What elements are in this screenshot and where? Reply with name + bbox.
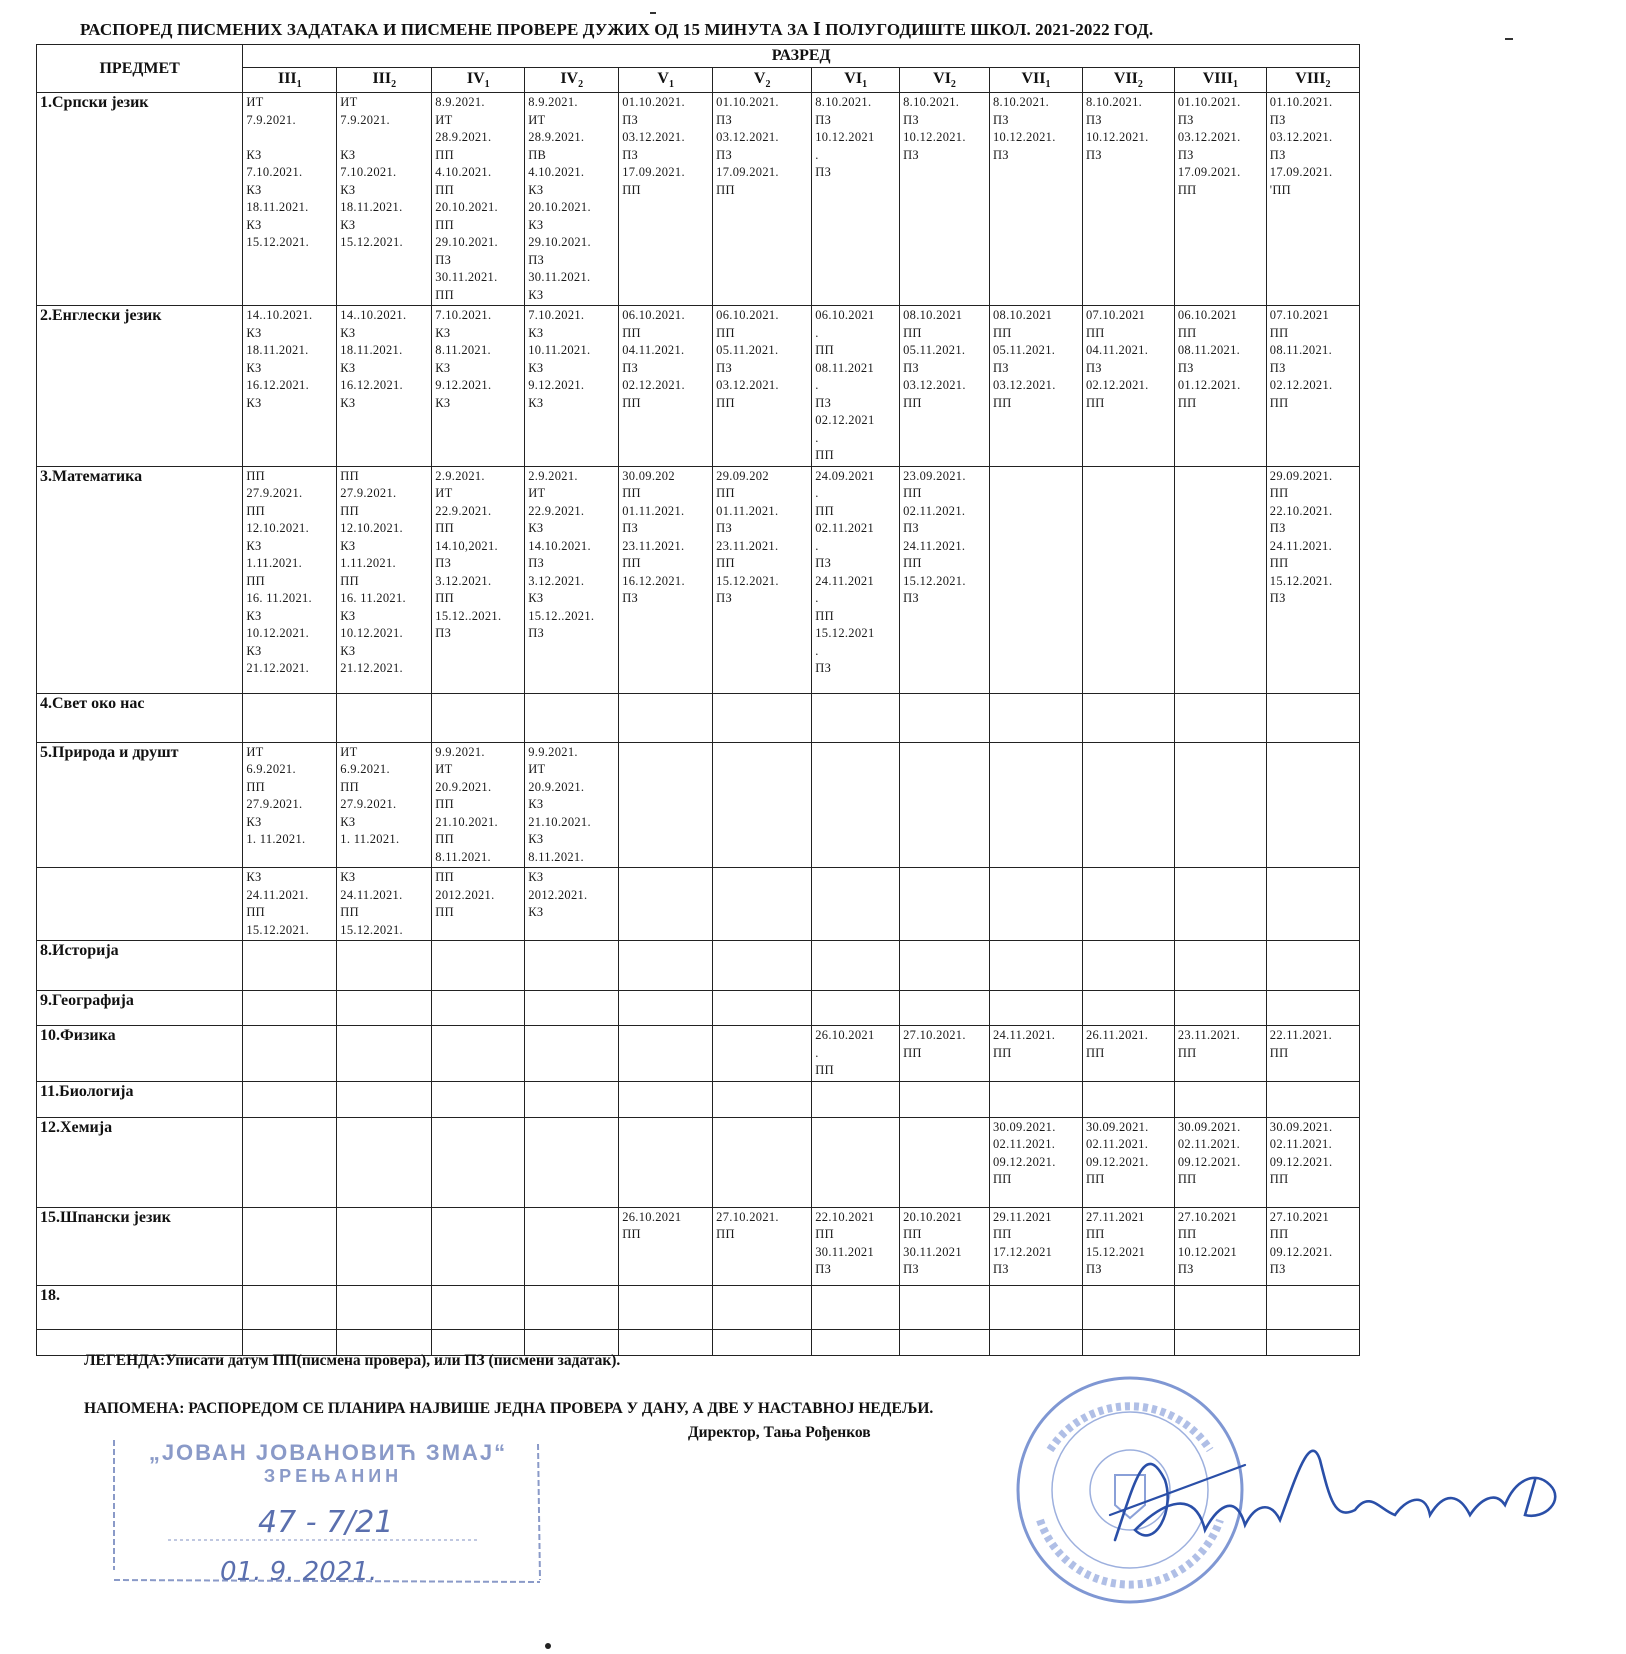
schedule-cell: [432, 1285, 525, 1329]
schedule-cell: [900, 1329, 990, 1355]
table-row: [37, 1081, 1360, 1117]
schedule-cell: 8.10.2021. ПЗ 10.12.2021. ПЗ: [989, 93, 1082, 306]
schedule-cell: 30.09.2021. 02.11.2021. 09.12.2021. ПП: [1266, 1117, 1359, 1207]
schedule-cell: [1082, 991, 1174, 1026]
schedule-cell: 23.11.2021. ПП: [1174, 1026, 1266, 1082]
schedule-cell: [713, 1081, 812, 1117]
stamp-city: ЗРЕЊАНИН: [263, 1466, 403, 1486]
schedule-cell: [1082, 1329, 1174, 1355]
grade-section: 2: [578, 79, 584, 91]
grade-section: 1: [862, 79, 868, 91]
schedule-cell: 14..10.2021. КЗ 18.11.2021. КЗ 16.12.2021. КЗ: [337, 306, 432, 467]
schedule-cell: [713, 1117, 812, 1207]
schedule-cell: [1174, 1329, 1266, 1355]
schedule-cell: [243, 1285, 337, 1329]
subject-name: 18.: [37, 1285, 243, 1329]
schedule-cell: 01.10.2021. ПЗ 03.12.2021. ПЗ 17.09.2021. ПП: [713, 93, 812, 306]
schedule-cell: 8.10.2021. ПЗ 10.12.2021 . ПЗ: [812, 93, 900, 306]
schedule-cell: 7.10.2021. КЗ 10.11.2021. КЗ 9.12.2021. КЗ: [525, 306, 619, 467]
schedule-cell: [812, 1285, 900, 1329]
schedule-cell: [900, 1117, 990, 1207]
schedule-cell: [1266, 868, 1359, 941]
schedule-cell: [1266, 1285, 1359, 1329]
grade-label: VII: [1021, 69, 1046, 87]
grade-label: VIII: [1202, 69, 1233, 87]
schedule-cell: [812, 868, 900, 941]
schedule-cell: [525, 1026, 619, 1082]
subject-name: 11.Биологија: [37, 1081, 243, 1117]
schedule-cell: [900, 1285, 990, 1329]
schedule-cell: [619, 742, 713, 868]
schedule-cell: [900, 941, 990, 991]
registry-stamp: [108, 1430, 548, 1590]
schedule-cell: 08.10.2021 ПП 05.11.2021. ПЗ 03.12.2021. ПП: [900, 306, 990, 467]
schedule-cell: [989, 1285, 1082, 1329]
title-text-school-year: ПОЛУГОДИШТЕ ШКОЛ. 2021-2022 ГОД.: [825, 20, 1154, 39]
schedule-cell: [525, 1207, 619, 1285]
schedule-cell: [337, 1285, 432, 1329]
schedule-cell: 9.9.2021. ИТ 20.9.2021. КЗ 21.10.2021. КЗ 8.11.2021.: [525, 742, 619, 868]
schedule-cell: [619, 1117, 713, 1207]
schedule-cell: [1174, 466, 1266, 693]
schedule-cell: ПП 2012.2021. ПП: [432, 868, 525, 941]
schedule-cell: 7.10.2021. КЗ 8.11.2021. КЗ 9.12.2021. КЗ: [432, 306, 525, 467]
schedule-cell: [337, 1026, 432, 1082]
schedule-cell: 26.10.2021 ПП: [619, 1207, 713, 1285]
subject-name: 5.Природа и друшт: [37, 742, 243, 868]
schedule-cell: [900, 868, 990, 941]
schedule-cell: [989, 991, 1082, 1026]
grade-section: 2: [1325, 79, 1331, 91]
schedule-cell: 26.10.2021 . ПП: [812, 1026, 900, 1082]
schedule-cell: [989, 1081, 1082, 1117]
grade-group-header: РАЗРЕД: [243, 45, 1360, 68]
document-title: [80, 18, 1380, 41]
schedule-cell: [1082, 693, 1174, 742]
grade-header: [432, 68, 525, 93]
director-name: Директор, Тања Рођенков: [688, 1424, 871, 1441]
schedule-cell: [432, 1081, 525, 1117]
subject-name: 4.Свет око нас: [37, 693, 243, 742]
schedule-cell: [713, 1026, 812, 1082]
note: НАПОМЕНА: РАСПОРЕДОМ СЕ ПЛАНИРА НАЈВИШЕ ЈЕДНА ПРОВЕРА У ДАНУ, А ДВЕ У НАСТАВНОЈ НЕДЕЉИ.: [84, 1400, 934, 1417]
schedule-cell: [432, 1207, 525, 1285]
schedule-cell: [432, 1026, 525, 1082]
schedule-cell: [989, 941, 1082, 991]
schedule-cell: 27.10.2021 ПП 10.12.2021 ПЗ: [1174, 1207, 1266, 1285]
schedule-cell: КЗ 24.11.2021. ПП 15.12.2021.: [243, 868, 337, 941]
table-row: [37, 93, 1360, 306]
grade-label: III: [277, 69, 297, 87]
grade-header: [989, 68, 1082, 93]
scan-mark: [545, 1643, 551, 1649]
stamp-date: 01. 9. 2021.: [220, 1557, 378, 1587]
subject-name: 12.Хемија: [37, 1117, 243, 1207]
schedule-cell: [1082, 1285, 1174, 1329]
schedule-cell: [432, 991, 525, 1026]
schedule-cell: [337, 941, 432, 991]
schedule-cell: 24.09.2021 . ПП 02.11.2021 . ПЗ 24.11.2021 . ПП 15.12.2021 . ПЗ: [812, 466, 900, 693]
schedule-cell: [432, 693, 525, 742]
schedule-cell: 06.10.2021. ПП 04.11.2021. ПЗ 02.12.2021. ПП: [619, 306, 713, 467]
schedule-cell: [812, 693, 900, 742]
schedule-cell: [812, 1117, 900, 1207]
schedule-cell: [713, 1285, 812, 1329]
schedule-cell: [1082, 868, 1174, 941]
schedule-cell: [337, 1081, 432, 1117]
title-semester-roman: I: [812, 18, 821, 40]
table-row: [37, 1285, 1360, 1329]
schedule-cell: [812, 941, 900, 991]
schedule-cell: ИТ 7.9.2021. КЗ 7.10.2021. КЗ 18.11.2021. КЗ 15.12.2021.: [243, 93, 337, 306]
schedule-cell: [525, 991, 619, 1026]
grade-label: VII: [1113, 69, 1138, 87]
schedule-cell: [619, 1026, 713, 1082]
schedule-cell: 9.9.2021. ИТ 20.9.2021. ПП 21.10.2021. ПП 8.11.2021.: [432, 742, 525, 868]
schedule-cell: 27.11.2021 ПП 15.12.2021 ПЗ: [1082, 1207, 1174, 1285]
director-signature: [1095, 1420, 1575, 1570]
schedule-cell: 26.11.2021. ПП: [1082, 1026, 1174, 1082]
schedule-cell: [1174, 1081, 1266, 1117]
schedule-cell: [900, 1081, 990, 1117]
schedule-cell: [1266, 742, 1359, 868]
grade-section: 1: [668, 79, 674, 91]
schedule-cell: [1174, 1285, 1266, 1329]
schedule-cell: [432, 1117, 525, 1207]
schedule-cell: [900, 991, 990, 1026]
schedule-cell: [1266, 941, 1359, 991]
schedule-cell: [619, 1329, 713, 1355]
grade-section: 2: [765, 79, 771, 91]
schedule-cell: 06.10.2021. ПП 05.11.2021. ПЗ 03.12.2021. ПП: [713, 306, 812, 467]
grade-header: [337, 68, 432, 93]
schedule-cell: [713, 742, 812, 868]
table-row: [37, 941, 1360, 991]
schedule-cell: [619, 1081, 713, 1117]
schedule-body: [37, 93, 1360, 1356]
grade-header: [619, 68, 713, 93]
schedule-cell: 30.09.2021. 02.11.2021. 09.12.2021. ПП: [989, 1117, 1082, 1207]
subject-header: ПРЕДМЕТ: [37, 45, 243, 93]
schedule-cell: [1174, 868, 1266, 941]
subject-name: 1.Српски језик: [37, 93, 243, 306]
subject-name: 2.Енглески језик: [37, 306, 243, 467]
schedule-cell: [337, 1117, 432, 1207]
schedule-cell: [243, 1117, 337, 1207]
grade-section: 2: [391, 79, 397, 91]
schedule-cell: 14..10.2021. КЗ 18.11.2021. КЗ 16.12.2021. КЗ: [243, 306, 337, 467]
schedule-cell: 2.9.2021. ИТ 22.9.2021. ПП 14.10,2021. ПЗ 3.12.2021. ПП 15.12..2021. ПЗ: [432, 466, 525, 693]
grade-section: 1: [484, 79, 490, 91]
grade-section: 2: [1137, 79, 1143, 91]
schedule-cell: [243, 991, 337, 1026]
schedule-cell: 06.10.2021 . ПП 08.11.2021 . ПЗ 02.12.2021 . ПП: [812, 306, 900, 467]
table-row: [37, 466, 1360, 693]
schedule-cell: 08.10.2021 ПП 05.11.2021. ПЗ 03.12.2021. ПП: [989, 306, 1082, 467]
schedule-cell: 23.09.2021. ПП 02.11.2021. ПЗ 24.11.2021. ПП 15.12.2021. ПЗ: [900, 466, 990, 693]
schedule-cell: 22.10.2021 ПП 30.11.2021 ПЗ: [812, 1207, 900, 1285]
schedule-cell: [1266, 1081, 1359, 1117]
schedule-cell: 29.11.2021 ПП 17.12.2021 ПЗ: [989, 1207, 1082, 1285]
schedule-cell: [619, 1285, 713, 1329]
table-row: [37, 991, 1360, 1026]
table-row: [37, 306, 1360, 467]
grade-section: 2: [950, 79, 956, 91]
schedule-cell: 29.09.202 ПП 01.11.2021. ПЗ 23.11.2021. ПП 15.12.2021. ПЗ: [713, 466, 812, 693]
scan-mark: [1505, 38, 1513, 40]
schedule-cell: [989, 1329, 1082, 1355]
grade-label: IV: [560, 69, 579, 87]
title-text: РАСПОРЕД ПИСМЕНИХ ЗАДАТАКА И ПИСМЕНЕ ПРОВЕРЕ ДУЖИХ ОД 15 МИНУТА ЗА: [80, 20, 809, 39]
grade-header: [243, 68, 337, 93]
schedule-cell: [1266, 991, 1359, 1026]
table-row: [37, 1117, 1360, 1207]
grade-label: V: [657, 69, 669, 87]
schedule-cell: 2.9.2021. ИТ 22.9.2021. КЗ 14.10.2021. ПЗ 3.12.2021. КЗ 15.12..2021. ПЗ: [525, 466, 619, 693]
grade-header: [900, 68, 990, 93]
schedule-cell: [812, 1329, 900, 1355]
subject-name: 10.Физика: [37, 1026, 243, 1082]
schedule-cell: [989, 693, 1082, 742]
subject-name: 3.Математика: [37, 466, 243, 693]
grade-label: VI: [933, 69, 951, 87]
schedule-cell: [619, 991, 713, 1026]
schedule-cell: [432, 941, 525, 991]
grade-section: 1: [1045, 79, 1051, 91]
schedule-cell: [337, 1207, 432, 1285]
grade-label: VIII: [1295, 69, 1326, 87]
table-row: [37, 1207, 1360, 1285]
schedule-cell: 30.09.2021. 02.11.2021. 09.12.2021. ПП: [1174, 1117, 1266, 1207]
schedule-cell: 27.10.2021. ПП: [713, 1207, 812, 1285]
schedule-cell: 27.10.2021. ПП: [900, 1026, 990, 1082]
schedule-cell: [619, 941, 713, 991]
schedule-cell: 06.10.2021 ПП 08.11.2021. ПЗ 01.12.2021. ПП: [1174, 306, 1266, 467]
schedule-cell: 07.10.2021 ПП 04.11.2021. ПЗ 02.12.2021. ПП: [1082, 306, 1174, 467]
grade-section: 1: [1232, 79, 1238, 91]
schedule-cell: 8.10.2021. ПЗ 10.12.2021. ПЗ: [900, 93, 990, 306]
grade-header: [1082, 68, 1174, 93]
schedule-cell: КЗ 24.11.2021. ПП 15.12.2021.: [337, 868, 432, 941]
schedule-cell: [812, 991, 900, 1026]
schedule-cell: [525, 1285, 619, 1329]
schedule-cell: 30.09.202 ПП 01.11.2021. ПЗ 23.11.2021. ПП 16.12.2021. ПЗ: [619, 466, 713, 693]
table-row: [37, 693, 1360, 742]
subject-name: 9.Географија: [37, 991, 243, 1026]
grade-label: IV: [466, 69, 485, 87]
schedule-cell: 01.10.2021. ПЗ 03.12.2021. ПЗ 17.09.2021. 'ПП: [1266, 93, 1359, 306]
schedule-cell: [713, 1329, 812, 1355]
grade-header: [1266, 68, 1359, 93]
schedule-cell: [619, 693, 713, 742]
schedule-cell: [1082, 466, 1174, 693]
schedule-cell: [619, 868, 713, 941]
schedule-cell: [1174, 693, 1266, 742]
schedule-cell: 01.10.2021. ПЗ 03.12.2021. ПЗ 17.09.2021. ПП: [1174, 93, 1266, 306]
schedule-cell: [525, 1081, 619, 1117]
grade-label: V: [753, 69, 766, 87]
grade-section: 1: [296, 79, 302, 91]
schedule-cell: [989, 868, 1082, 941]
schedule-cell: [243, 1207, 337, 1285]
schedule-cell: ИТ 7.9.2021. КЗ 7.10.2021. КЗ 18.11.2021. КЗ 15.12.2021.: [337, 93, 432, 306]
schedule-cell: [713, 868, 812, 941]
subject-name: 8.Историја: [37, 941, 243, 991]
schedule-cell: [337, 693, 432, 742]
schedule-table: [36, 44, 1360, 1356]
stamp-number: 47 - 7/21: [258, 1505, 394, 1540]
grade-label: VI: [844, 69, 863, 87]
schedule-cell: [812, 1081, 900, 1117]
schedule-cell: [1082, 1081, 1174, 1117]
table-row: [37, 868, 1360, 941]
subject-name: 15.Шпански језик: [37, 1207, 243, 1285]
grade-header: [713, 68, 812, 93]
schedule-cell: [1174, 742, 1266, 868]
schedule-cell: ПП 27.9.2021. ПП 12.10.2021. КЗ 1.11.2021. ПП 16. 11.2021. КЗ 10.12.2021. КЗ 21.12.2021.: [337, 466, 432, 693]
schedule-cell: КЗ 2012.2021. КЗ: [525, 868, 619, 941]
schedule-cell: 29.09.2021. ПП 22.10.2021. ПЗ 24.11.2021. ПП 15.12.2021. ПЗ: [1266, 466, 1359, 693]
schedule-cell: 27.10.2021 ПП 09.12.2021. ПЗ: [1266, 1207, 1359, 1285]
table-row: [37, 742, 1360, 868]
grade-header: [525, 68, 619, 93]
schedule-cell: [812, 742, 900, 868]
schedule-cell: 20.10.2021 ПП 30.11.2021 ПЗ: [900, 1207, 990, 1285]
subject-name: [37, 868, 243, 941]
grade-header: [1174, 68, 1266, 93]
schedule-cell: ИТ 6.9.2021. ПП 27.9.2021. КЗ 1. 11.2021.: [337, 742, 432, 868]
schedule-cell: ПП 27.9.2021. ПП 12.10.2021. КЗ 1.11.2021. ПП 16. 11.2021. КЗ 10.12.2021. КЗ 21.12.2021.: [243, 466, 337, 693]
schedule-cell: ИТ 6.9.2021. ПП 27.9.2021. КЗ 1. 11.2021.: [243, 742, 337, 868]
schedule-cell: [713, 693, 812, 742]
schedule-cell: 01.10.2021. ПЗ 03.12.2021. ПЗ 17.09.2021. ПП: [619, 93, 713, 306]
schedule-cell: [989, 742, 1082, 868]
table-row: [37, 1026, 1360, 1082]
schedule-cell: 24.11.2021. ПП: [989, 1026, 1082, 1082]
schedule-cell: 07.10.2021 ПП 08.11.2021. ПЗ 02.12.2021. ПП: [1266, 306, 1359, 467]
schedule-cell: [989, 466, 1082, 693]
schedule-cell: [337, 991, 432, 1026]
schedule-cell: [243, 1026, 337, 1082]
schedule-cell: 22.11.2021. ПП: [1266, 1026, 1359, 1082]
schedule-cell: [900, 742, 990, 868]
schedule-cell: [525, 941, 619, 991]
schedule-cell: [1174, 991, 1266, 1026]
schedule-cell: 8.9.2021. ИТ 28.9.2021. ПВ 4.10.2021. КЗ 20.10.2021. КЗ 29.10.2021. ПЗ 30.11.2021. КЗ: [525, 93, 619, 306]
schedule-cell: 30.09.2021. 02.11.2021. 09.12.2021. ПП: [1082, 1117, 1174, 1207]
schedule-cell: [525, 693, 619, 742]
legend: ЛЕГЕНДА:Уписати датум ПП(писмена провера), или ПЗ (писмени задатак).: [84, 1352, 621, 1369]
grade-header: [812, 68, 900, 93]
schedule-cell: 8.10.2021. ПЗ 10.12.2021. ПЗ: [1082, 93, 1174, 306]
schedule-cell: [1266, 693, 1359, 742]
schedule-cell: [713, 991, 812, 1026]
schedule-cell: [713, 941, 812, 991]
schedule-cell: 8.9.2021. ИТ 28.9.2021. ПП 4.10.2021. ПП 20.10.2021. ПП 29.10.2021. ПЗ 30.11.2021. ПП: [432, 93, 525, 306]
schedule-cell: [243, 1081, 337, 1117]
schedule-cell: [1082, 941, 1174, 991]
schedule-cell: [900, 693, 990, 742]
schedule-cell: [243, 693, 337, 742]
schedule-cell: [1082, 742, 1174, 868]
schedule-cell: [243, 941, 337, 991]
stamp-school-name: „ЈОВАН ЈОВАНОВИЋ ЗМАЈ“: [148, 1440, 508, 1465]
schedule-cell: [1266, 1329, 1359, 1355]
scan-mark: [650, 12, 656, 14]
schedule-cell: [525, 1117, 619, 1207]
schedule-cell: [1174, 941, 1266, 991]
grade-label: III: [372, 69, 392, 87]
